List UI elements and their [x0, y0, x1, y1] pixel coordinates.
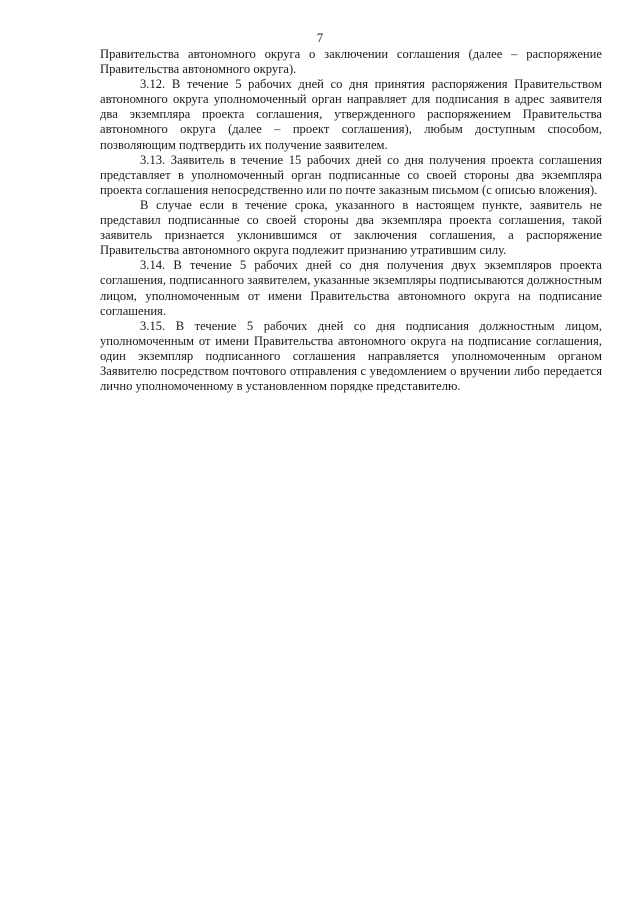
paragraph-clause-3-14: 3.14. В течение 5 рабочих дней со дня получения двух экземпляров проекта соглашения, подписанного заявителем, указанные экземпляры подписываются должностным лицом, уполномоченным от имени Правительства автономного округа на подписание соглашения.: [100, 258, 602, 318]
paragraph-clause-3-13-note: В случае если в течение срока, указанного в настоящем пункте, заявитель не представил подписанные со своей стороны два экземпляра проекта соглашения, такой заявитель признается уклонившимся от заключения соглашения, а распоряжение Правительства автономного округа подлежит признанию утратившим силу.: [100, 197, 602, 258]
paragraph-clause-3-13: 3.13. Заявитель в течение 15 рабочих дней со дня получения проекта соглашения представляет в уполномоченный орган подписанные со своей стороны два экземпляра проекта соглашения непосредственно или по почте заказным письмом (с описью вложения).: [100, 152, 602, 197]
paragraph-clause-3-15: 3.15. В течение 5 рабочих дней со дня подписания должностным лицом, уполномоченным от имени Правительства автономного округа на подписание соглашения, один экземпляр подписанного соглашения направляется уполномоченным органом Заявителю посредством почтового отправления с уведомлением о вручении либо передается лично уполномоченному в установленном порядке представителю.: [100, 318, 602, 394]
paragraph-clause-3-12: 3.12. В течение 5 рабочих дней со дня принятия распоряжения Правительством автономного округа уполномоченный орган направляет для подписания в адрес заявителя два экземпляра проекта соглашения, утвержденного распоряжением Правительства автономного округа (далее – проект соглашения), любым доступным способом, позволяющим подтвердить их получение заявителем.: [100, 77, 602, 152]
paragraph-continuation: Правительства автономного округа о заключении соглашения (далее – распоряжение Правительства автономного округа).: [100, 47, 602, 77]
page-number: 7: [316, 30, 324, 45]
document-body: [100, 47, 602, 394]
